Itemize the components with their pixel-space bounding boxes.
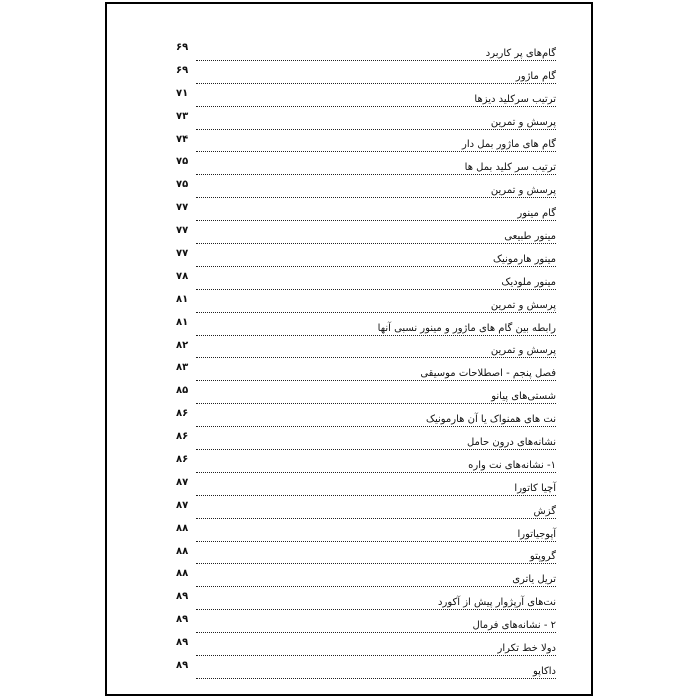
toc-entry (176, 612, 556, 635)
toc-entry (176, 200, 556, 223)
dot-leader (196, 151, 556, 152)
dot-leader (196, 266, 556, 267)
toc-entry (176, 566, 556, 589)
dot-leader (196, 632, 556, 633)
toc-entry-title: رابطه بین گام های ماژور و مینور نسبی آنها (377, 322, 556, 334)
toc-entry-title: نت‌های آرپژوار پیش از آکورد (438, 597, 556, 609)
toc-page-number: ۸۳ (176, 362, 189, 374)
toc-page-number: ۶۹ (176, 42, 189, 53)
dot-leader (196, 678, 556, 679)
dot-leader (196, 83, 556, 84)
toc-page-number: ۸۶ (176, 454, 189, 466)
toc-page-number: ۷۱ (176, 87, 189, 99)
toc-page-number: ۸۹ (176, 637, 189, 649)
toc-entry (176, 544, 556, 567)
toc-page-number: ۸۷ (176, 499, 189, 511)
toc-entry-title: داکاپو (533, 665, 556, 677)
toc-entry-title: گروپتو (529, 551, 556, 563)
toc-page-number: ۷۷ (176, 225, 189, 237)
toc-entry (176, 589, 556, 612)
toc-page-number: ۸۹ (176, 591, 189, 603)
toc-page-number: ۸۸ (176, 545, 189, 557)
table-of-contents (176, 40, 556, 681)
toc-entry-title: ۲ - نشانه‌های فرمال (472, 620, 556, 632)
toc-page-number: ۷۷ (176, 248, 189, 260)
toc-entry (176, 338, 556, 361)
toc-entry-title: مینور طبیعی (504, 231, 556, 243)
toc-page-number: ۷۵ (176, 179, 189, 191)
dot-leader (196, 60, 556, 61)
dot-leader (196, 609, 556, 610)
toc-entry-title: مینور هارمونیک (493, 253, 556, 265)
toc-entry (176, 40, 556, 63)
dot-leader (196, 472, 556, 473)
toc-entry-title: گزش (533, 505, 556, 517)
toc-entry-title: شستی‌های پیانو (491, 391, 556, 403)
dot-leader (196, 289, 556, 290)
toc-entry-title: گام ماژور (515, 70, 556, 82)
toc-page-number: ۶۹ (176, 64, 189, 76)
toc-page-number: ۸۱ (176, 316, 189, 328)
toc-page-number: ۷۸ (176, 270, 189, 282)
dot-leader (196, 518, 556, 519)
dot-leader (196, 220, 556, 221)
toc-entry (176, 86, 556, 109)
toc-entry-title: ترتیب سر کلید بمل ها (464, 162, 556, 174)
toc-entry (176, 498, 556, 521)
toc-entry-title: گام های ماژور بمل دار (462, 139, 556, 151)
toc-entry-title: ۱- نشانه‌های نت واره (468, 459, 556, 471)
dot-leader (196, 197, 556, 198)
toc-entry-title: نشانه‌های درون حامل (466, 437, 556, 449)
dot-leader (196, 586, 556, 587)
toc-entry (176, 177, 556, 200)
toc-entry (176, 132, 556, 155)
toc-page-number: ۷۳ (176, 110, 189, 122)
dot-leader (196, 655, 556, 656)
toc-entry-title: گام مینور (517, 208, 556, 220)
toc-entry (176, 383, 556, 406)
toc-page-number: ۸۷ (176, 476, 189, 488)
toc-entry (176, 154, 556, 177)
toc-page-number: ۸۵ (176, 385, 189, 397)
toc-entry (176, 635, 556, 658)
toc-entry-title: آپوجیاتورا (517, 528, 556, 540)
dot-leader (196, 380, 556, 381)
toc-page-number: ۸۶ (176, 408, 189, 420)
toc-page-number: ۸۱ (176, 293, 189, 305)
dot-leader (196, 357, 556, 358)
toc-page-number: ۸۸ (176, 568, 189, 580)
toc-entry-title: فصل پنجم - اصطلاحات موسیقی (420, 368, 556, 380)
toc-entry-title: پرسش و تمرین (490, 345, 556, 357)
toc-entry (176, 315, 556, 338)
toc-entry (176, 658, 556, 681)
toc-entry (176, 406, 556, 429)
dot-leader (196, 335, 556, 336)
dot-leader (196, 495, 556, 496)
toc-entry-title: تریل یاتری (512, 574, 556, 586)
dot-leader (196, 312, 556, 313)
toc-entry (176, 475, 556, 498)
toc-entry (176, 63, 556, 86)
dot-leader (196, 426, 556, 427)
toc-page-number: ۸۲ (176, 339, 189, 351)
toc-entry (176, 521, 556, 544)
toc-entry (176, 452, 556, 475)
dot-leader (196, 541, 556, 542)
toc-entry (176, 109, 556, 132)
toc-page-number: ۷۵ (176, 156, 189, 168)
toc-entry (176, 246, 556, 269)
toc-entry-title: آچیا کاتورا (514, 482, 556, 494)
toc-entry (176, 360, 556, 383)
dot-leader (196, 243, 556, 244)
dot-leader (196, 106, 556, 107)
dot-leader (196, 174, 556, 175)
toc-page-number: ۸۶ (176, 431, 189, 443)
toc-entry (176, 429, 556, 452)
toc-entry-title: پرسش و تمرین (490, 299, 556, 311)
toc-entry-title: مینور ملودیک (501, 276, 556, 288)
toc-entry-title: ترتیب سرکلید دیزها (474, 93, 556, 105)
toc-page-number: ۷۷ (176, 202, 189, 214)
toc-entry-title: نت های همنواک یا آن هارمونیک (426, 414, 556, 426)
toc-entry-title: پرسش و تمرین (490, 185, 556, 197)
dot-leader (196, 563, 556, 564)
toc-entry (176, 269, 556, 292)
toc-page-number: ۸۹ (176, 614, 189, 626)
toc-entry (176, 223, 556, 246)
dot-leader (196, 449, 556, 450)
toc-page-number: ۷۴ (176, 133, 189, 145)
toc-entry-title: پرسش و تمرین (490, 116, 556, 128)
toc-entry-title: گام‌های پر کاربرد (485, 47, 556, 59)
toc-page-number: ۸۸ (176, 522, 189, 534)
toc-page-number: ۸۹ (176, 660, 189, 672)
dot-leader (196, 403, 556, 404)
toc-entry (176, 292, 556, 315)
dot-leader (196, 129, 556, 130)
toc-entry-title: دولا خط تکرار (497, 643, 556, 655)
